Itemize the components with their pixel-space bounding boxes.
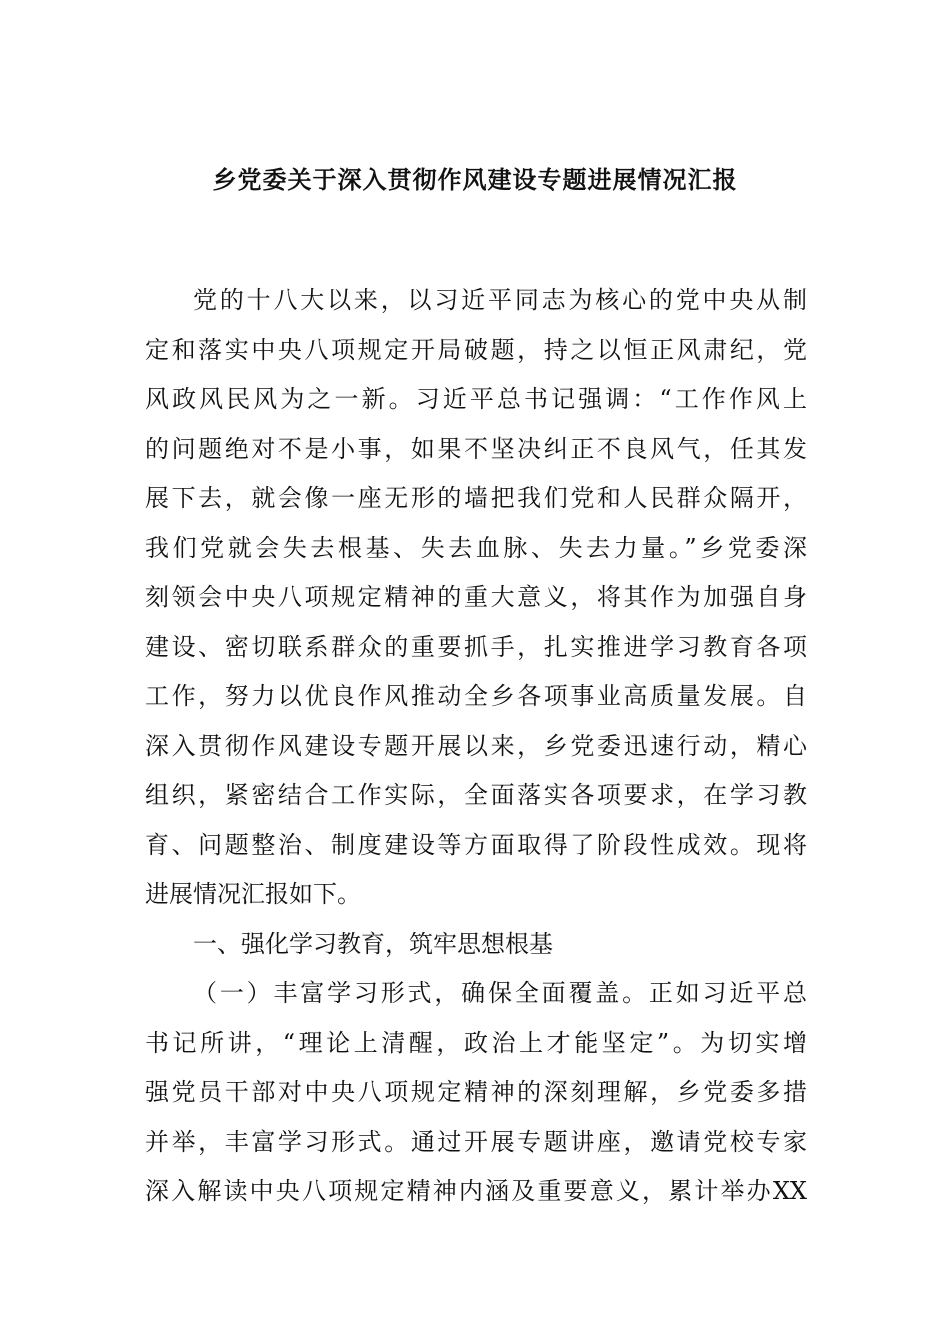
section-heading: 一、强化学习教育，筑牢思想根基: [193, 929, 553, 958]
paragraph-line: 党的十八大以来，以习近平同志为核心的党中央从制: [193, 286, 807, 314]
paragraph-line: 深入贯彻作风建设专题开展以来，乡党委迅速行动，精心: [145, 731, 807, 760]
paragraph-line: 定和落实中央八项规定开局破题，持之以恒正风肃纪，党: [145, 335, 807, 364]
document-body: [145, 276, 807, 1217]
paragraph-line: 的问题绝对不是小事，如果不坚决纠正不良风气，任其发: [145, 434, 807, 463]
paragraph-line: 我们党就会失去根基、失去血脉、失去力量。”乡党委深: [145, 533, 807, 562]
paragraph-line: 风政风民风为之一新。习近平总书记强调：“工作作风上: [145, 385, 807, 413]
paragraph-line: 深入解读中央八项规定精神内涵及重要意义，累计举办XX: [145, 1177, 807, 1205]
paragraph-line: 并举，丰富学习形式。通过开展专题讲座，邀请党校专家: [145, 1127, 807, 1156]
paragraph-line: 工作，努力以优良作风推动全乡各项事业高质量发展。自: [145, 682, 807, 710]
paragraph-line: 强党员干部对中央八项规定精神的深刻理解，乡党委多措: [145, 1078, 807, 1106]
paragraph-line: 书记所讲，“理论上清醒，政治上才能坚定”。为切实增: [145, 1028, 807, 1057]
paragraph-line: 组织，紧密结合工作实际，全面落实各项要求，在学习教: [145, 781, 807, 809]
paragraph-line: 进展情况汇报如下。: [145, 880, 361, 908]
paragraph-line: 刻领会中央八项规定精神的重大意义，将其作为加强自身: [145, 583, 807, 611]
paragraph-line: （一）丰富学习形式，确保全面覆盖。正如习近平总: [193, 979, 807, 1007]
document-title: 乡党委关于深入贯彻作风建设专题进展情况汇报: [212, 165, 738, 194]
paragraph-line: 展下去，就会像一座无形的墙把我们党和人民群众隔开，: [145, 484, 807, 512]
paragraph-line: 育、问题整治、制度建设等方面取得了阶段性成效。现将: [145, 830, 807, 859]
paragraph-line: 建设、密切联系群众的重要抓手，扎实推进学习教育各项: [145, 632, 807, 661]
